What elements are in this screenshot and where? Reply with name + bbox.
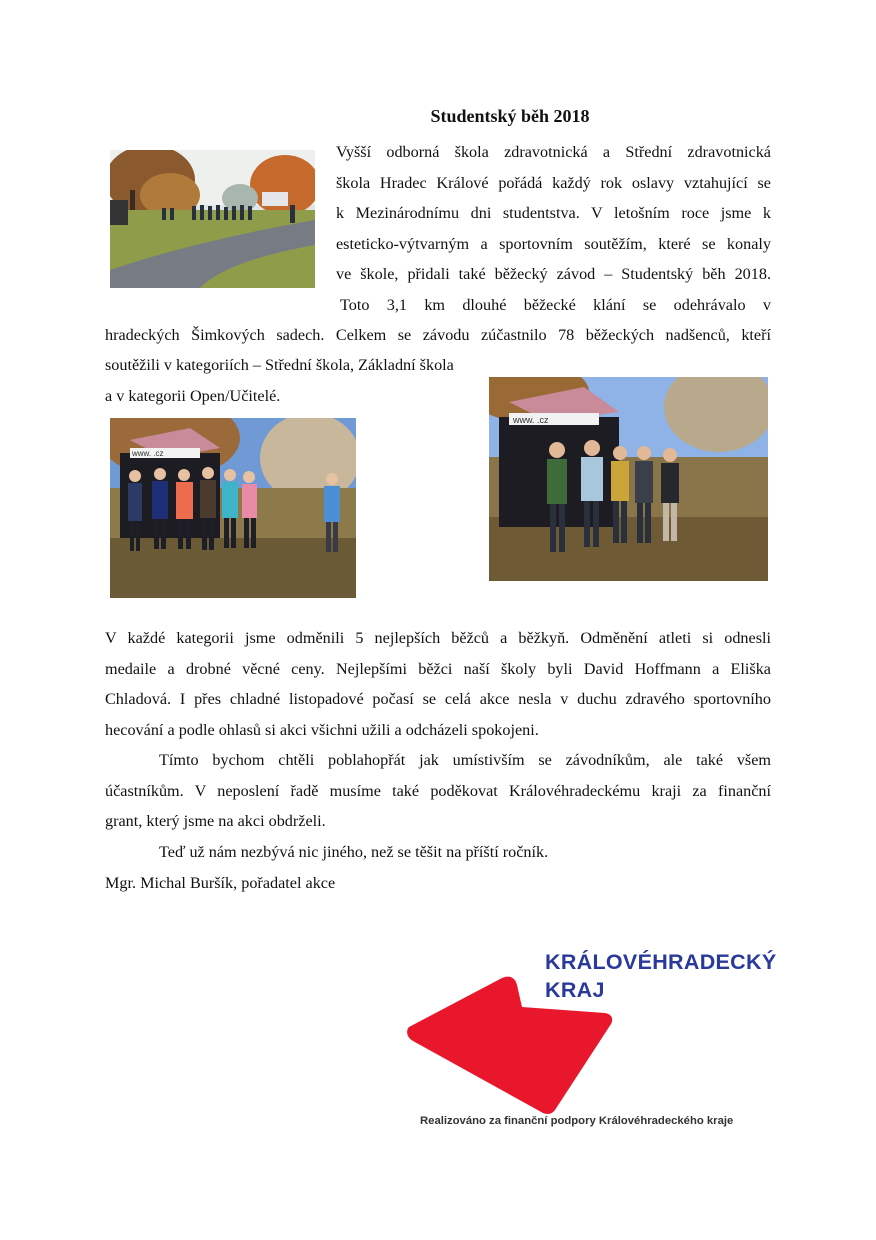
tent-sign: www. .cz xyxy=(513,415,549,425)
intro-line: Toto 3,1 km dlouhé běžecké klání se odehrávalo v xyxy=(340,296,771,314)
body-line: V každé kategorii jsme odměnili 5 nejlepších běžců a běžkyň. Odměnění atleti si odnesli xyxy=(105,629,771,647)
intro-line: k Mezinárodnímu dni studentstva. V letošním roce jsme k xyxy=(336,204,771,222)
logo-caption: Realizováno za finanční podpory Královéhradeckého kraje xyxy=(420,1115,734,1127)
intro-line: esteticko-výtvarným a sportovním soutěžím, které se konaly xyxy=(336,235,771,253)
logo-line-1: KRÁLOVÉHRADECKÝ xyxy=(545,950,777,974)
intro-line: Vyšší odborná škola zdravotnická a Střední zdravotnická xyxy=(336,143,771,161)
article-title: Studentský běh 2018 xyxy=(430,106,590,126)
body-line: Teď už nám nezbývá nic jiného, než se těšit na příští ročník. xyxy=(159,843,549,861)
body-line: grant, který jsme na akci obdrželi. xyxy=(105,812,326,830)
tent-sign: www. .cz xyxy=(132,449,164,458)
intro-line: ve škole, přidali také běžecký závod – Studentský běh 2018. xyxy=(336,265,771,283)
signature: Mgr. Michal Buršík, pořadatel akce xyxy=(105,874,336,892)
body-line: hecování a podle ohlasů si akci všichni užili a odcházeli spokojeni. xyxy=(105,721,539,739)
photo-runners-park xyxy=(110,150,315,288)
body-line: medaile a drobné věcné ceny. Nejlepšími běžci naší školy byli David Hoffmann a Eliška xyxy=(105,660,771,678)
body-line: Tímto bychom chtěli poblahopřát jak umístivším se závodníkům, ale také všem xyxy=(159,751,771,769)
photo-women-winners xyxy=(110,418,356,598)
intro-line: hradeckých Šimkových sadech. Celkem se závodu zúčastnilo 78 běžeckých nadšenců, kteří xyxy=(105,326,771,344)
body-line: účastníkům. V neposlení řadě musíme také poděkovat Královéhradeckému kraji za finanční xyxy=(105,782,771,800)
body-line: Chladová. I přes chladné listopadové počasí se celá akce nesla v duchu zdravého sportovního xyxy=(105,690,771,708)
intro-line: škola Hradec Králové pořádá každý rok oslavy vztahující se xyxy=(336,174,771,192)
logo-shape-icon xyxy=(405,975,615,1115)
photo-men-winners xyxy=(489,377,768,581)
intro-line: a v kategorii Open/Učitelé. xyxy=(105,387,281,405)
logo-line-2: KRAJ xyxy=(545,978,605,1002)
intro-line: soutěžili v kategoriích – Střední škola, Základní škola xyxy=(105,356,454,374)
